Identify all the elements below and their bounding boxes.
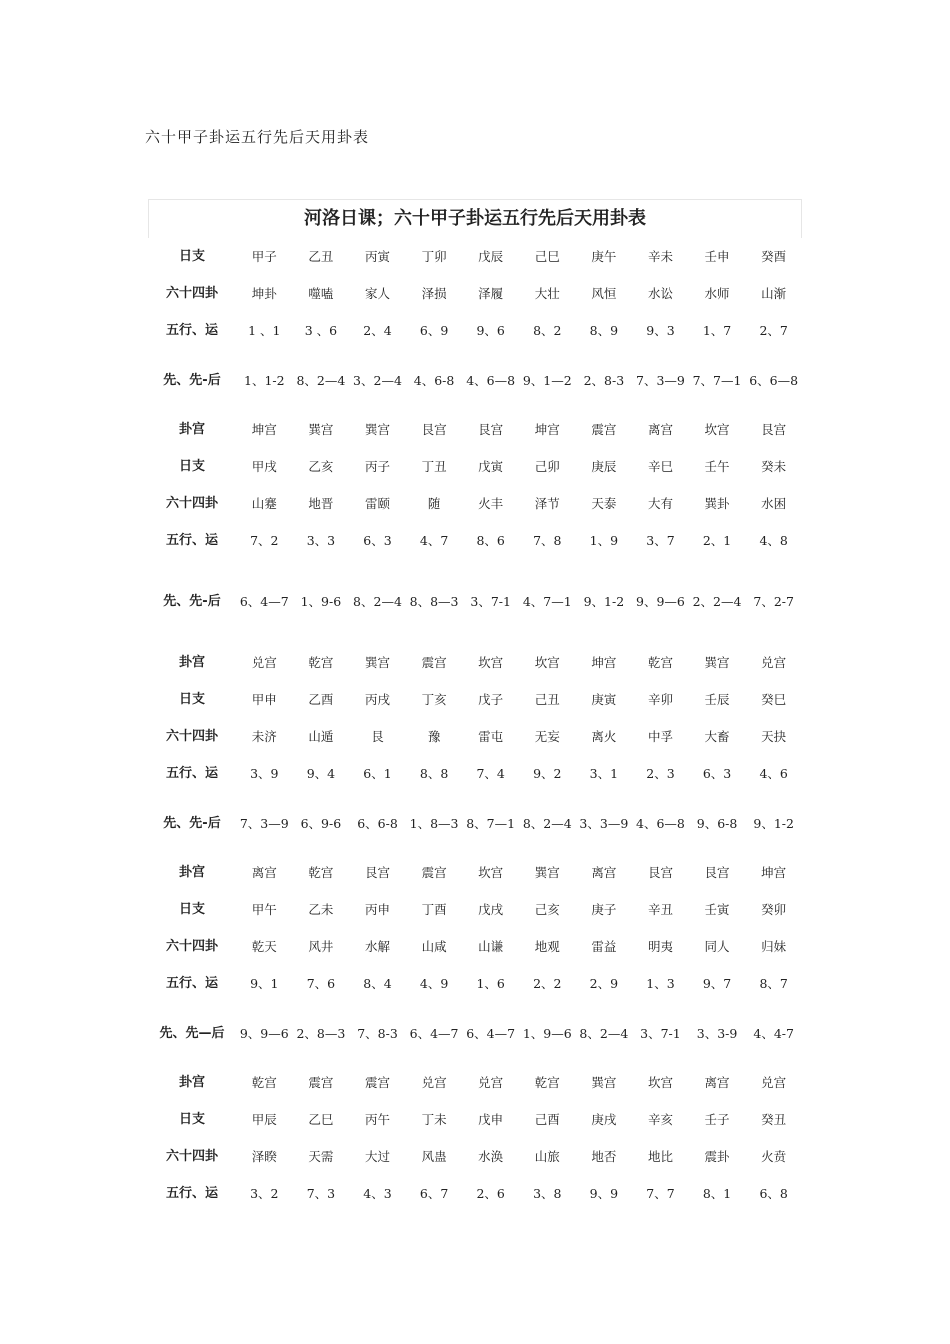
table-cell: 2、1 bbox=[702, 533, 732, 548]
table-cell: 6、4—7 bbox=[466, 1025, 516, 1041]
table-cell: 大畜 bbox=[704, 729, 730, 744]
table-cell: 丁亥 bbox=[421, 692, 447, 707]
table-cell: 丙戌 bbox=[364, 692, 390, 707]
table-row bbox=[148, 349, 802, 411]
table-cell: 乙未 bbox=[308, 902, 334, 917]
table-cell: 大过 bbox=[364, 1149, 390, 1164]
table-cell: 艮宫 bbox=[704, 865, 730, 880]
table-row bbox=[148, 1175, 802, 1212]
table-cell: 兑宫 bbox=[478, 1075, 504, 1090]
table-cell: 4、6-8 bbox=[413, 372, 455, 388]
table-cell: 4、7 bbox=[419, 533, 449, 548]
table-cell: 天需 bbox=[308, 1149, 334, 1164]
table-cell: 7、7—1 bbox=[692, 372, 742, 388]
table-cell: 风恒 bbox=[591, 286, 617, 301]
table-cell: 癸丑 bbox=[761, 1112, 787, 1127]
table-cell: 坤宫 bbox=[591, 655, 617, 670]
table-cell: 泽履 bbox=[478, 286, 504, 301]
table-cell: 庚寅 bbox=[591, 692, 617, 707]
table-cell: 己酉 bbox=[534, 1112, 560, 1127]
table-cell: 3、2—4 bbox=[353, 372, 402, 388]
table-cell: 巽宫 bbox=[364, 655, 390, 670]
table-cell: 6、7 bbox=[419, 1186, 449, 1201]
table-cell: 天泰 bbox=[591, 496, 617, 511]
table-cell: 兑宫 bbox=[761, 655, 787, 670]
table-row bbox=[148, 1138, 802, 1175]
document-title: 六十甲子卦运五行先后天用卦表 bbox=[145, 128, 370, 146]
table-cell: 3、3—9 bbox=[579, 815, 629, 831]
table-cell: 离宫 bbox=[591, 865, 617, 880]
table-cell: 6、4—7 bbox=[409, 1025, 459, 1041]
table-cell: 己卯 bbox=[534, 459, 560, 474]
table-cell: 壬申 bbox=[704, 249, 730, 264]
row-label: 先、先-后 bbox=[163, 815, 221, 831]
table-cell: 辛卯 bbox=[647, 692, 673, 707]
table-cell: 4、3 bbox=[363, 1186, 392, 1201]
table-cell: 2、7 bbox=[759, 323, 788, 338]
table-cell: 6、6-8 bbox=[357, 815, 398, 831]
table-cell: 9、2 bbox=[533, 766, 562, 781]
row-label: 五行、运 bbox=[165, 766, 218, 781]
table-cell: 戊寅 bbox=[478, 459, 504, 474]
table-cell: 风蛊 bbox=[421, 1149, 447, 1164]
row-label: 卦宫 bbox=[178, 865, 205, 880]
table-cell: 9、1-2 bbox=[583, 594, 625, 609]
table-cell: 火丰 bbox=[478, 496, 504, 511]
table-cell: 3、3-9 bbox=[696, 1025, 738, 1041]
table-cell: 8、2—4 bbox=[353, 594, 402, 609]
table-cell: 离宫 bbox=[704, 1075, 730, 1090]
row-label: 五行、运 bbox=[165, 323, 218, 338]
table-cell: 3、7-1 bbox=[640, 1025, 681, 1041]
table-cell: 8、2—4 bbox=[522, 815, 572, 831]
table-cell: 家人 bbox=[364, 286, 390, 301]
table-cell: 壬辰 bbox=[704, 692, 730, 707]
table-cell: 坤卦 bbox=[251, 286, 277, 301]
table-cell: 8、8—3 bbox=[409, 594, 459, 609]
table-cell: 7、7 bbox=[646, 1186, 675, 1201]
table-cell: 癸卯 bbox=[761, 902, 787, 917]
table-cell: 7、2-7 bbox=[753, 594, 794, 609]
table-cell: 9、4 bbox=[306, 766, 336, 781]
row-label: 五行、运 bbox=[165, 1186, 218, 1201]
table-cell: 9、7 bbox=[702, 976, 732, 991]
table-cell: 3 、6 bbox=[304, 323, 338, 338]
table-cell: 山旅 bbox=[534, 1149, 560, 1164]
table-cell: 乾宫 bbox=[647, 655, 673, 670]
table-cell: 7、3—9 bbox=[239, 815, 289, 831]
table-cell: 山遁 bbox=[308, 729, 334, 744]
table-cell: 水解 bbox=[364, 939, 390, 954]
table-cell: 9、9—6 bbox=[239, 1025, 289, 1041]
table-cell: 9、9 bbox=[589, 1186, 619, 1201]
table-cell: 2、3 bbox=[646, 766, 675, 781]
table-cell: 兑宫 bbox=[251, 655, 277, 670]
table-cell: 离宫 bbox=[647, 422, 673, 437]
table-cell: 水讼 bbox=[647, 286, 673, 301]
table-cell: 巽宫 bbox=[534, 865, 560, 880]
table-row bbox=[148, 275, 802, 312]
table-cell: 庚午 bbox=[591, 249, 617, 264]
table-cell: 2、2—4 bbox=[692, 594, 742, 609]
table-cell: 丙寅 bbox=[364, 249, 390, 264]
table-cell: 8、7—1 bbox=[466, 815, 516, 831]
table-cell: 8、4 bbox=[363, 976, 392, 991]
table-cell: 2、9 bbox=[589, 976, 619, 991]
table-cell: 1、7 bbox=[702, 323, 732, 338]
table-cell: 1、9 bbox=[589, 533, 619, 548]
table-cell: 艮 bbox=[371, 729, 384, 744]
table-cell: 地比 bbox=[647, 1149, 673, 1164]
table-cell: 豫 bbox=[427, 729, 441, 744]
table-cell: 3、2 bbox=[250, 1186, 279, 1201]
table-cell: 泽节 bbox=[534, 496, 560, 511]
table-cell: 9、1—2 bbox=[522, 372, 572, 388]
table-cell: 癸酉 bbox=[761, 249, 787, 264]
hexagram-table bbox=[148, 199, 802, 1212]
row-label: 日支 bbox=[178, 459, 205, 474]
table-row bbox=[148, 718, 802, 755]
table-row bbox=[148, 448, 802, 485]
table-cell: 9、9—6 bbox=[636, 594, 685, 609]
table-cell: 丁未 bbox=[421, 1112, 447, 1127]
row-label: 日支 bbox=[178, 692, 205, 707]
table-cell: 3、7 bbox=[646, 533, 675, 548]
table-caption: 河洛日课；六十甲子卦运五行先后天用卦表 bbox=[148, 199, 802, 238]
row-label: 五行、运 bbox=[165, 533, 218, 548]
table-cell: 9、1 bbox=[250, 976, 279, 991]
table-cell: 庚戌 bbox=[591, 1112, 617, 1127]
row-label: 五行、运 bbox=[165, 976, 218, 991]
table-cell: 4、9 bbox=[419, 976, 449, 991]
table-cell: 8、8 bbox=[419, 766, 449, 781]
table-cell: 2、8—3 bbox=[296, 1025, 346, 1041]
table-cell: 艮宫 bbox=[761, 422, 787, 437]
table-row bbox=[148, 891, 802, 928]
table-cell: 震宫 bbox=[308, 1075, 334, 1090]
table-row bbox=[148, 1101, 802, 1138]
table-cell: 巽宫 bbox=[364, 422, 390, 437]
table-cell: 8、2—4 bbox=[296, 372, 346, 388]
table-cell: 2、2 bbox=[533, 976, 562, 991]
table-cell: 7、2 bbox=[250, 533, 279, 548]
table-cell: 壬午 bbox=[704, 459, 730, 474]
table-cell: 8、9 bbox=[589, 323, 619, 338]
table-cell: 乾宫 bbox=[534, 1075, 560, 1090]
table-cell: 庚子 bbox=[591, 902, 617, 917]
table-cell: 坤宫 bbox=[534, 422, 560, 437]
table-cell: 3、3 bbox=[306, 533, 336, 548]
table-cell: 2、4 bbox=[363, 323, 392, 338]
table-cell: 7、3—9 bbox=[636, 372, 685, 388]
table-cell: 乾宫 bbox=[308, 655, 334, 670]
table-cell: 7、8-3 bbox=[357, 1025, 398, 1041]
table-cell: 6、1 bbox=[363, 766, 392, 781]
table-cell: 无妄 bbox=[534, 729, 560, 744]
table-cell: 7、6 bbox=[306, 976, 336, 991]
table-cell: 9、6-8 bbox=[696, 815, 738, 831]
table-cell: 3、9 bbox=[250, 766, 279, 781]
table-row bbox=[148, 238, 802, 275]
table-cell: 巽宫 bbox=[308, 422, 334, 437]
table-cell: 8、6 bbox=[476, 533, 505, 548]
table-cell: 7、4 bbox=[476, 766, 505, 781]
table-cell: 归妹 bbox=[761, 939, 787, 954]
table-cell: 6、9 bbox=[419, 323, 449, 338]
table-cell: 天抉 bbox=[761, 729, 787, 744]
table-cell: 丁丑 bbox=[421, 459, 447, 474]
table-cell: 离宫 bbox=[251, 865, 277, 880]
table-cell: 8、2 bbox=[533, 323, 562, 338]
table-cell: 壬寅 bbox=[704, 902, 730, 917]
table-cell: 乾天 bbox=[251, 939, 277, 954]
table-cell: 辛丑 bbox=[647, 902, 673, 917]
table-cell: 4、6 bbox=[759, 766, 788, 781]
table-cell: 己亥 bbox=[534, 902, 560, 917]
table-cell: 1、1-2 bbox=[244, 372, 285, 388]
table-cell: 庚辰 bbox=[591, 459, 617, 474]
row-label: 先、先-后 bbox=[163, 372, 221, 388]
table-cell: 震宫 bbox=[591, 422, 617, 437]
table-row bbox=[148, 928, 802, 965]
table-cell: 艮宫 bbox=[364, 865, 390, 880]
table-cell: 山咸 bbox=[421, 939, 447, 954]
table-cell: 丙申 bbox=[364, 902, 390, 917]
table-cell: 兑宫 bbox=[761, 1075, 787, 1090]
table-cell: 甲子 bbox=[251, 249, 277, 264]
table-cell: 坤宫 bbox=[761, 865, 787, 880]
table-cell: 己丑 bbox=[534, 692, 560, 707]
table-cell: 巽卦 bbox=[704, 496, 730, 511]
table-cell: 随 bbox=[427, 496, 441, 511]
table-cell: 己巳 bbox=[534, 249, 560, 264]
table-cell: 8、1 bbox=[702, 1186, 732, 1201]
table-cell: 8、7 bbox=[759, 976, 788, 991]
row-label: 日支 bbox=[178, 249, 205, 264]
table-row bbox=[148, 485, 802, 522]
table-cell: 大壮 bbox=[534, 286, 560, 301]
table-cell: 7、8 bbox=[533, 533, 562, 548]
table-cell: 6、3 bbox=[702, 766, 732, 781]
row-label: 六十四卦 bbox=[165, 286, 218, 301]
table-cell: 3、7-1 bbox=[470, 594, 511, 609]
table-cell: 4、8 bbox=[759, 533, 788, 548]
table-cell: 巽宫 bbox=[704, 655, 730, 670]
table-cell: 泽睽 bbox=[251, 1149, 277, 1164]
table-cell: 震卦 bbox=[704, 1149, 730, 1164]
table-cell: 3、8 bbox=[533, 1186, 562, 1201]
table-cell: 震宫 bbox=[421, 865, 447, 880]
row-label: 日支 bbox=[178, 1112, 205, 1127]
table-row bbox=[148, 1002, 802, 1064]
table-row bbox=[148, 854, 802, 891]
table-cell: 乙巳 bbox=[308, 1112, 334, 1127]
table-cell: 戊戌 bbox=[478, 902, 504, 917]
table-cell: 1、6 bbox=[476, 976, 505, 991]
table-cell: 丙子 bbox=[364, 459, 390, 474]
table-row bbox=[148, 312, 802, 349]
table-cell: 大有 bbox=[647, 496, 673, 511]
row-label: 六十四卦 bbox=[165, 939, 218, 954]
table-cell: 地否 bbox=[591, 1149, 617, 1164]
table-cell: 乙酉 bbox=[308, 692, 334, 707]
row-label: 六十四卦 bbox=[165, 1149, 218, 1164]
table-cell: 2、8-3 bbox=[583, 372, 625, 388]
table-cell: 坎宫 bbox=[647, 1075, 673, 1090]
table-cell: 风井 bbox=[308, 939, 334, 954]
row-label: 卦宫 bbox=[178, 655, 205, 670]
table-cell: 1、8—3 bbox=[409, 815, 459, 831]
table-cell: 甲午 bbox=[251, 902, 277, 917]
row-label: 日支 bbox=[178, 902, 205, 917]
table-cell: 丁酉 bbox=[421, 902, 447, 917]
table-cell: 戊辰 bbox=[478, 249, 504, 264]
table-cell: 坎宫 bbox=[478, 655, 504, 670]
table-row bbox=[148, 755, 802, 792]
table-cell: 地观 bbox=[534, 939, 560, 954]
table-cell: 9、1-2 bbox=[753, 815, 794, 831]
row-label: 先、先—后 bbox=[159, 1025, 225, 1041]
table-cell: 4、7—1 bbox=[522, 594, 572, 609]
table-cell: 火贲 bbox=[761, 1149, 787, 1164]
table-cell: 水师 bbox=[704, 286, 730, 301]
table-cell: 坎宫 bbox=[478, 865, 504, 880]
table-cell: 山渐 bbox=[761, 286, 787, 301]
table-cell: 丙午 bbox=[364, 1112, 390, 1127]
table-cell: 山蹇 bbox=[251, 496, 277, 511]
table-cell: 6、6—8 bbox=[749, 372, 799, 388]
table-cell: 乾宫 bbox=[308, 865, 334, 880]
table-row bbox=[148, 965, 802, 1002]
table-row bbox=[148, 559, 802, 644]
table-cell: 6、8 bbox=[759, 1186, 788, 1201]
table-cell: 水困 bbox=[761, 496, 787, 511]
table-cell: 艮宫 bbox=[647, 865, 673, 880]
row-label: 卦宫 bbox=[178, 1075, 205, 1090]
table-row bbox=[148, 411, 802, 448]
table-cell: 丁卯 bbox=[421, 249, 447, 264]
table-cell: 甲戌 bbox=[251, 459, 277, 474]
table-cell: 震宫 bbox=[364, 1075, 390, 1090]
table-cell: 4、4-7 bbox=[753, 1025, 794, 1041]
row-label: 六十四卦 bbox=[165, 729, 218, 744]
table-row bbox=[148, 792, 802, 854]
table-cell: 8、2—4 bbox=[579, 1025, 629, 1041]
row-label: 六十四卦 bbox=[165, 496, 218, 511]
table-cell: 同人 bbox=[704, 939, 730, 954]
table-cell: 9、3 bbox=[646, 323, 675, 338]
table-cell: 2、6 bbox=[476, 1186, 505, 1201]
table-cell: 中孚 bbox=[647, 729, 673, 744]
table-cell: 1 、1 bbox=[248, 323, 281, 338]
table-cell: 壬子 bbox=[704, 1112, 730, 1127]
table-cell: 噬嗑 bbox=[308, 286, 334, 301]
table-cell: 9、6 bbox=[476, 323, 505, 338]
table-cell: 坤宫 bbox=[251, 422, 277, 437]
table-cell: 离火 bbox=[591, 729, 617, 744]
table-cell: 甲申 bbox=[251, 692, 277, 707]
table-cell: 乾宫 bbox=[251, 1075, 277, 1090]
table-cell: 辛未 bbox=[647, 249, 673, 264]
table-cell: 甲辰 bbox=[251, 1112, 277, 1127]
table-cell: 巽宫 bbox=[591, 1075, 617, 1090]
table-cell: 3、1 bbox=[589, 766, 619, 781]
table-cell: 癸巳 bbox=[761, 692, 787, 707]
table-cell: 4、6—8 bbox=[636, 815, 685, 831]
table-cell: 6、3 bbox=[363, 533, 392, 548]
table-cell: 戊子 bbox=[478, 692, 504, 707]
table-cell: 7、3 bbox=[306, 1186, 336, 1201]
table-row bbox=[148, 681, 802, 718]
table-cell: 艮宫 bbox=[478, 422, 504, 437]
table-cell: 水涣 bbox=[478, 1149, 504, 1164]
table-cell: 4、6—8 bbox=[466, 372, 516, 388]
table-cell: 乙丑 bbox=[308, 249, 334, 264]
table-cell: 坎宫 bbox=[704, 422, 730, 437]
table-cell: 兑宫 bbox=[421, 1075, 447, 1090]
table-row bbox=[148, 522, 802, 559]
table-cell: 戊申 bbox=[478, 1112, 504, 1127]
table-cell: 1、3 bbox=[646, 976, 675, 991]
row-label: 先、先-后 bbox=[163, 594, 221, 609]
table-cell: 癸未 bbox=[761, 459, 787, 474]
row-label: 卦宫 bbox=[178, 422, 205, 437]
table-cell: 辛巳 bbox=[647, 459, 673, 474]
table-cell: 明夷 bbox=[647, 939, 673, 954]
table-cell: 泽损 bbox=[421, 286, 447, 301]
table-grid bbox=[148, 238, 802, 1212]
table-cell: 未济 bbox=[251, 729, 277, 744]
table-cell: 1、9-6 bbox=[300, 594, 342, 609]
table-row bbox=[148, 644, 802, 681]
table-cell: 雷屯 bbox=[478, 729, 504, 744]
table-cell: 乙亥 bbox=[308, 459, 334, 474]
table-cell: 雷颐 bbox=[364, 496, 390, 511]
table-cell: 地晋 bbox=[308, 496, 334, 511]
table-cell: 艮宫 bbox=[421, 422, 447, 437]
table-cell: 辛亥 bbox=[647, 1112, 673, 1127]
table-cell: 震宫 bbox=[421, 655, 447, 670]
table-cell: 坎宫 bbox=[534, 655, 560, 670]
table-cell: 山谦 bbox=[478, 939, 504, 954]
table-cell: 雷益 bbox=[591, 939, 617, 954]
table-cell: 6、4—7 bbox=[239, 594, 289, 609]
table-cell: 1、9—6 bbox=[522, 1025, 572, 1041]
table-cell: 6、9-6 bbox=[300, 815, 342, 831]
table-row bbox=[148, 1064, 802, 1101]
